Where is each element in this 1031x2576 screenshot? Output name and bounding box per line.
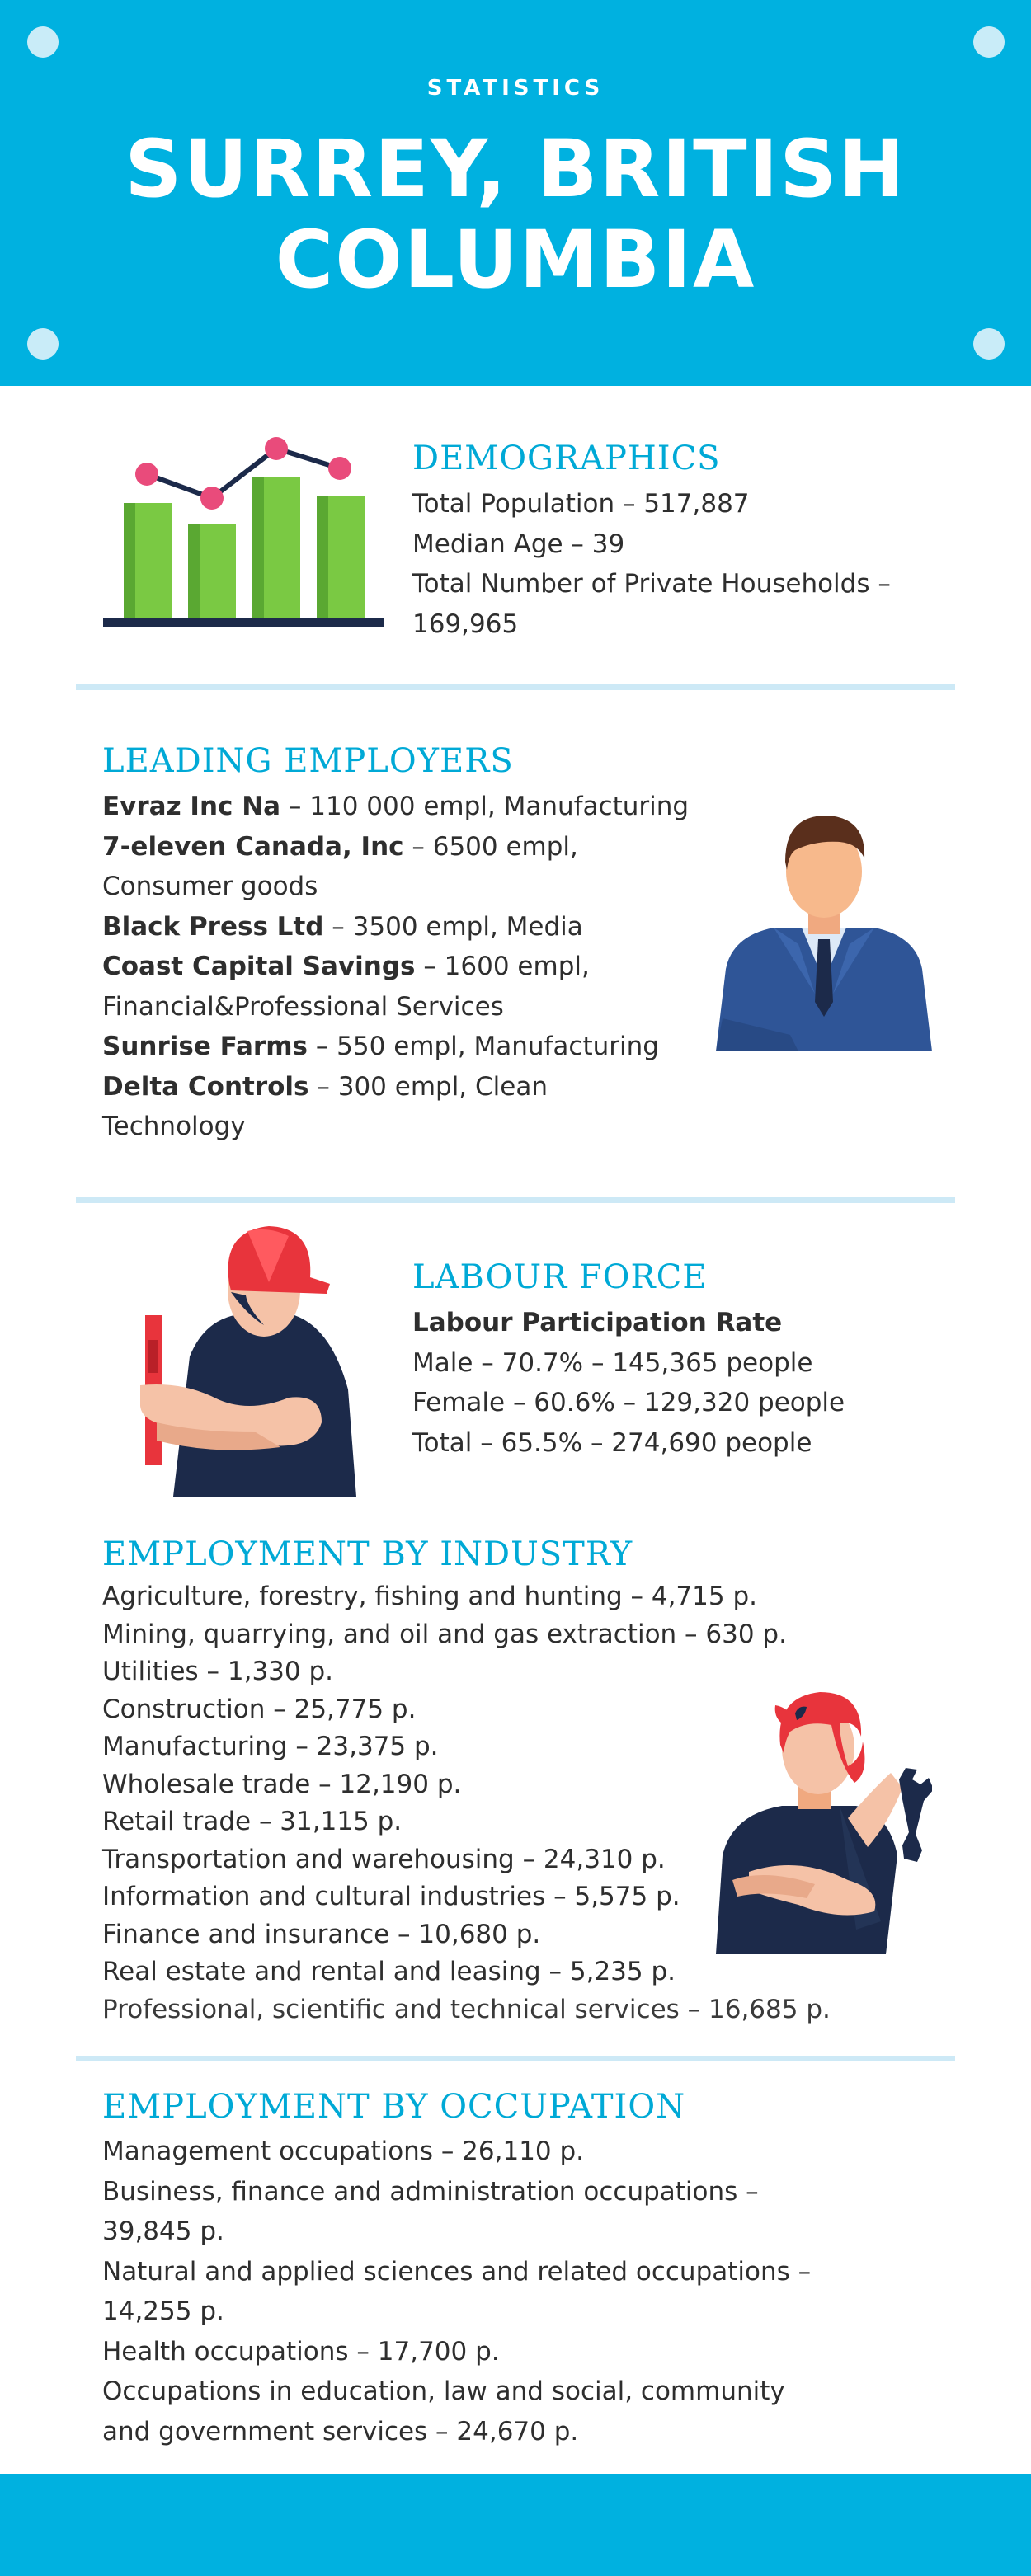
occupation-line: Health occupations – 17,700 p.	[102, 2336, 500, 2367]
labour-list	[412, 1303, 845, 1463]
industry-line: Wholesale trade – 12,190 p.	[102, 1769, 462, 1799]
corner-dot-icon	[973, 26, 1005, 58]
corner-dot-icon	[973, 328, 1005, 360]
industry-line: Transportation and warehousing – 24,310 p.	[102, 1844, 666, 1874]
page-title	[0, 124, 1031, 305]
bar-chart-icon	[99, 429, 388, 635]
employer-item	[102, 907, 689, 947]
employer-detail-cont: Consumer goods	[102, 872, 318, 901]
labour-heading: LABOUR FORCE	[412, 1258, 708, 1296]
employer-name: Black Press Ltd	[102, 911, 324, 942]
employer-name: Sunrise Farms	[102, 1032, 308, 1061]
employer-detail: – 1600 empl,	[415, 952, 590, 981]
demographics-line: Total Population – 517,887	[412, 489, 750, 519]
mechanic-woman-icon	[716, 1674, 932, 1954]
employers-list	[102, 787, 689, 1147]
industry-line: Real estate and rental and leasing – 5,235 p.	[102, 1957, 676, 1986]
demographics-line: Median Age – 39	[412, 529, 625, 559]
employer-name: Delta Controls	[102, 1071, 309, 1102]
employer-detail: – 3500 empl, Media	[323, 911, 583, 942]
employer-detail: – 550 empl, Manufacturing	[307, 1032, 659, 1061]
industry-line: Professional, scientific and technical services – 16,685 p.	[102, 1994, 831, 2024]
labour-subheading	[412, 1303, 845, 1343]
labour-line: Male – 70.7% – 145,365 people	[412, 1347, 813, 1378]
employer-detail-cont: Financial&Professional Services	[102, 991, 504, 1022]
employers-heading: LEADING EMPLOYERS	[102, 742, 514, 780]
section-divider	[76, 684, 955, 690]
employer-name: 7-eleven Canada, Inc	[102, 831, 404, 862]
construction-worker-icon	[124, 1216, 363, 1497]
employer-detail-cont: Technology	[102, 1112, 246, 1141]
occupation-line: Natural and applied sciences and related occupations –	[102, 2256, 812, 2287]
occupation-line: Business, finance and administration occupations –	[102, 2176, 759, 2207]
industry-line: Utilities – 1,330 p.	[102, 1657, 334, 1686]
demographics-line: 169,965	[412, 609, 519, 639]
title-line-1: SURREY, BRITISH	[125, 123, 906, 215]
employer-item	[102, 827, 689, 867]
occupation-list	[102, 2132, 811, 2451]
occupation-line: Occupations in education, law and social, community	[102, 2376, 785, 2406]
industry-line: Information and cultural industries – 5,575 p.	[102, 1882, 680, 1911]
demographics-heading: DEMOGRAPHICS	[412, 440, 721, 477]
occupation-line: Management occupations – 26,110 p.	[102, 2136, 585, 2166]
labour-subheading-text: Labour Participation Rate	[412, 1308, 783, 1337]
footer-banner	[0, 2474, 1031, 2576]
employer-item	[102, 787, 689, 827]
industry-line: Construction – 25,775 p.	[102, 1694, 417, 1724]
corner-dot-icon	[27, 328, 59, 360]
industry-heading: EMPLOYMENT BY INDUSTRY	[102, 1535, 633, 1573]
employer-detail: – 6500 empl,	[403, 831, 578, 862]
industry-line: Agriculture, forestry, fishing and hunting – 4,715 p.	[102, 1582, 757, 1611]
eyebrow-label: STATISTICS	[426, 76, 605, 101]
industry-line: Retail trade – 31,115 p.	[102, 1807, 403, 1836]
occupation-heading: EMPLOYMENT BY OCCUPATION	[102, 2088, 686, 2126]
businessman-icon	[716, 804, 932, 1051]
employer-item	[102, 1027, 689, 1067]
occupation-line: 14,255 p.	[102, 2296, 224, 2326]
section-divider	[76, 2056, 955, 2061]
industry-line: Manufacturing – 23,375 p.	[102, 1732, 439, 1761]
occupation-line: 39,845 p.	[102, 2216, 224, 2246]
demographics-list	[412, 484, 891, 644]
employer-name: Evraz Inc Na	[102, 792, 281, 821]
employer-item	[102, 947, 689, 987]
demographics-line: Total Number of Private Households –	[412, 569, 891, 599]
labour-line: Female – 60.6% – 129,320 people	[412, 1388, 845, 1417]
title-line-2: COLUMBIA	[275, 214, 756, 306]
occupation-line: and government services – 24,670 p.	[102, 2416, 579, 2447]
industry-line: Finance and insurance – 10,680 p.	[102, 1919, 541, 1949]
employer-item	[102, 1067, 689, 1107]
section-divider	[76, 1197, 955, 1203]
employer-name: Coast Capital Savings	[102, 952, 416, 981]
employer-detail: – 110 000 empl, Manufacturing	[280, 792, 690, 821]
employer-detail: – 300 empl, Clean	[308, 1071, 548, 1102]
industry-line: Mining, quarrying, and oil and gas extraction – 630 p.	[102, 1619, 787, 1649]
corner-dot-icon	[27, 26, 59, 58]
labour-line: Total – 65.5% – 274,690 people	[412, 1427, 812, 1458]
